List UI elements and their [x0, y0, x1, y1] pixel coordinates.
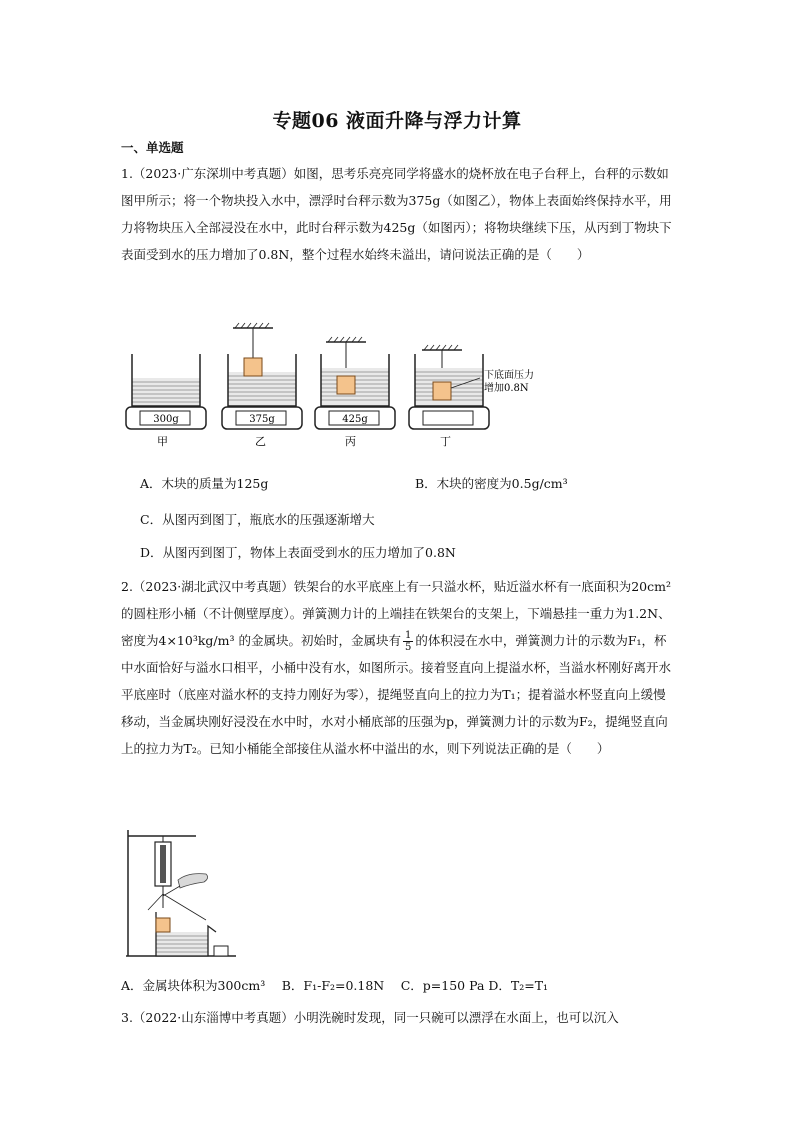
force-note-line1: 下底面压力: [484, 370, 534, 381]
fraction-numerator: 1: [404, 630, 412, 641]
force-note-line2: 增加0.8N: [484, 383, 529, 394]
figure-label-yi: 乙: [255, 435, 266, 448]
scale-reading-jia: 300g: [153, 414, 179, 425]
scale-reading-bing: 425g: [342, 414, 368, 425]
question-2-text: [121, 573, 677, 762]
section-heading: 一、单选题: [121, 140, 184, 155]
question-2-part2: 的体积浸在水中，弹簧测力计的示数为F₁，杯中水面恰好与溢水口相平，小桶中没有水，如图所示。接着竖直向上提溢水杯，当溢水杯刚好离开水平底座时（底座对溢水杯的支持力刚好为零），提绳竖直向上的拉力为T₁；提着溢水杯竖直向上缓慢移动，当金属块刚好浸没在水中时，水对小桶底部的压强为p，弹簧测力计的示数为F₂，提绳竖直向上的拉力为T₂。已知小桶能全部接住从溢水杯中溢出的水，则下列说法正确的是（ ）: [121, 633, 672, 756]
page-title: 专题06 液面升降与浮力计算: [272, 110, 522, 132]
question-1-option-a: A．木块的质量为125g: [140, 476, 269, 491]
scale-reading-yi: 375g: [249, 414, 275, 425]
beaker-ding: [409, 345, 489, 429]
question-1-option-c: C．从图丙到图丁，瓶底水的压强逐渐增大: [140, 512, 375, 527]
figure-label-bing: 丙: [345, 435, 356, 448]
figure-label-ding: 丁: [440, 435, 451, 448]
question-1-figure: [118, 320, 598, 450]
question-2-options: A．金属块体积为300cm³ B．F₁-F₂=0.18N C．p=150 Pa D．T₂=T₁: [121, 978, 549, 993]
fraction-denominator: 5: [404, 642, 412, 653]
question-3-text: 3.（2022·山东淄博中考真题）小明洗碗时发现，同一只碗可以漂浮在水面上，也可以沉入: [121, 1010, 619, 1025]
question-2-figure: [118, 828, 238, 960]
question-2-part1: 2.（2023·湖北武汉中考真题）铁架台的水平底座上有一只溢水杯，贴近溢水杯有一底面积为20cm² 的圆柱形小桶（不计侧壁厚度）。弹簧测力计的上端挂在铁架台的支架上，下端悬挂一重力为1.2N、密度为4×10³kg/m³ 的金属块。初始时，金属块有: [121, 579, 671, 648]
question-1-option-d: D．从图丙到图丁，物体上表面受到水的压力增加了0.8N: [140, 545, 456, 560]
figure-label-jia: 甲: [157, 435, 168, 448]
fraction-one-fifth: [403, 630, 413, 653]
question-1-option-b: B．木块的密度为0.5g/cm³: [415, 476, 568, 491]
question-1-text: 1.（2023·广东深圳中考真题）如图，思考乐亮亮同学将盛水的烧杯放在电子台秤上，台秤的示数如图甲所示；将一个物块投入水中，漂浮时台秤示数为375g（如图乙），物体上表面始终保持水平，用力将物块压入全部浸没在水中，此时台秤示数为425g（如图丙）；将物块继续下压，从丙到丁物块下表面受到水的压力增加了0.8N，整个过程水始终未溢出，请问说法正确的是（ ）: [121, 166, 672, 262]
